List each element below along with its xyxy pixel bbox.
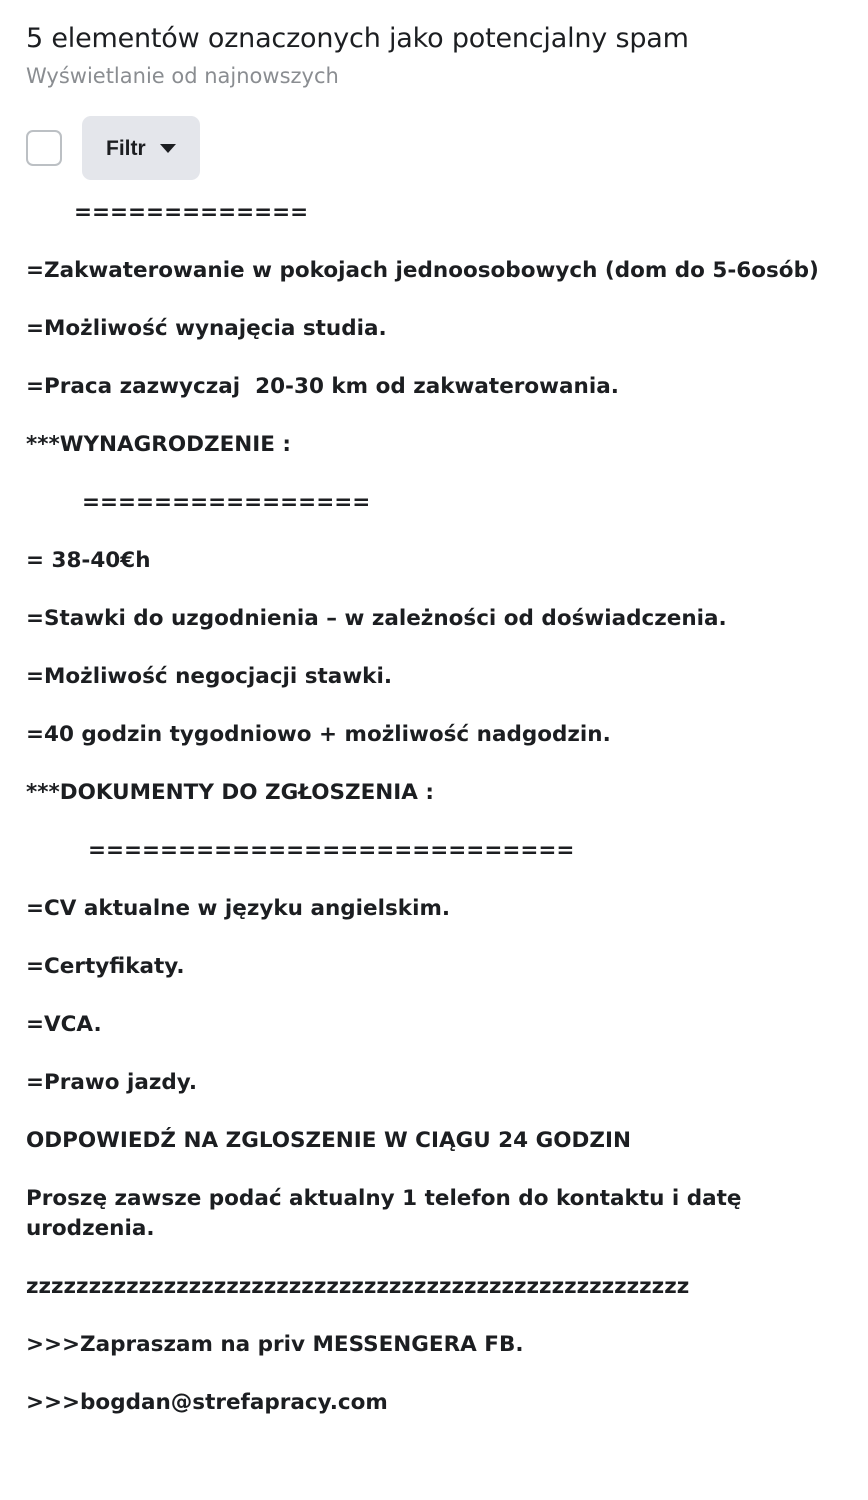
page-title: 5 elementów oznaczonych jako potencjalny spam (26, 23, 689, 54)
post-paragraph: =Prawo jazdy. (26, 1070, 197, 1095)
chevron-down-icon (160, 144, 176, 153)
filter-button[interactable] (82, 116, 200, 180)
select-all-checkbox[interactable] (26, 130, 62, 166)
post-paragraph: =Możliwość wynajęcia studia. (26, 316, 387, 341)
post-content (0, 180, 868, 1418)
post-paragraph: ================ (82, 490, 371, 515)
post-paragraph: =Praca zazwyczaj 20-30 km od zakwaterowania. (26, 374, 619, 399)
post-paragraph: =Stawki do uzgodnienia – w zależności od doświadczenia. (26, 606, 727, 631)
post-paragraph: zzzzzzzzzzzzzzzzzzzzzzzzzzzzzzzzzzzzzzzzzzzzzzzzzzzzz (26, 1274, 690, 1299)
post-paragraph: =Zakwaterowanie w pokojach jednoosobowych (dom do 5-6osób) (26, 258, 819, 283)
post-paragraph: =Możliwość negocjacji stawki. (26, 664, 393, 689)
post-paragraph: = 38-40€h (26, 548, 151, 573)
post-paragraph: =CV aktualne w języku angielskim. (26, 896, 451, 921)
post-paragraph: =40 godzin tygodniowo + możliwość nadgodzin. (26, 722, 611, 747)
post-paragraph: Proszę zawsze podać aktualny 1 telefon do kontaktu i datę urodzenia. (26, 1186, 750, 1241)
post-paragraph: ***WYNAGRODZENIE : (26, 432, 292, 457)
toolbar (0, 90, 868, 180)
post-paragraph: ============= (74, 200, 309, 225)
post-paragraph: ODPOWIEDŹ NA ZGLOSZENIE W CIĄGU 24 GODZIN (26, 1128, 631, 1153)
page-header (0, 0, 868, 90)
post-paragraph: =VCA. (26, 1012, 102, 1037)
post-paragraph: =========================== (88, 838, 575, 863)
filter-button-label: Filtr (106, 136, 146, 160)
post-paragraph: =Certyfikaty. (26, 954, 185, 979)
post-paragraph: ***DOKUMENTY DO ZGŁOSZENIA : (26, 780, 435, 805)
page-subtitle: Wyświetlanie od najnowszych (26, 64, 339, 88)
post-paragraph: >>>bogdan@strefapracy.com (26, 1390, 388, 1415)
post-paragraph: >>>Zapraszam na priv MESSENGERA FB. (26, 1332, 524, 1357)
